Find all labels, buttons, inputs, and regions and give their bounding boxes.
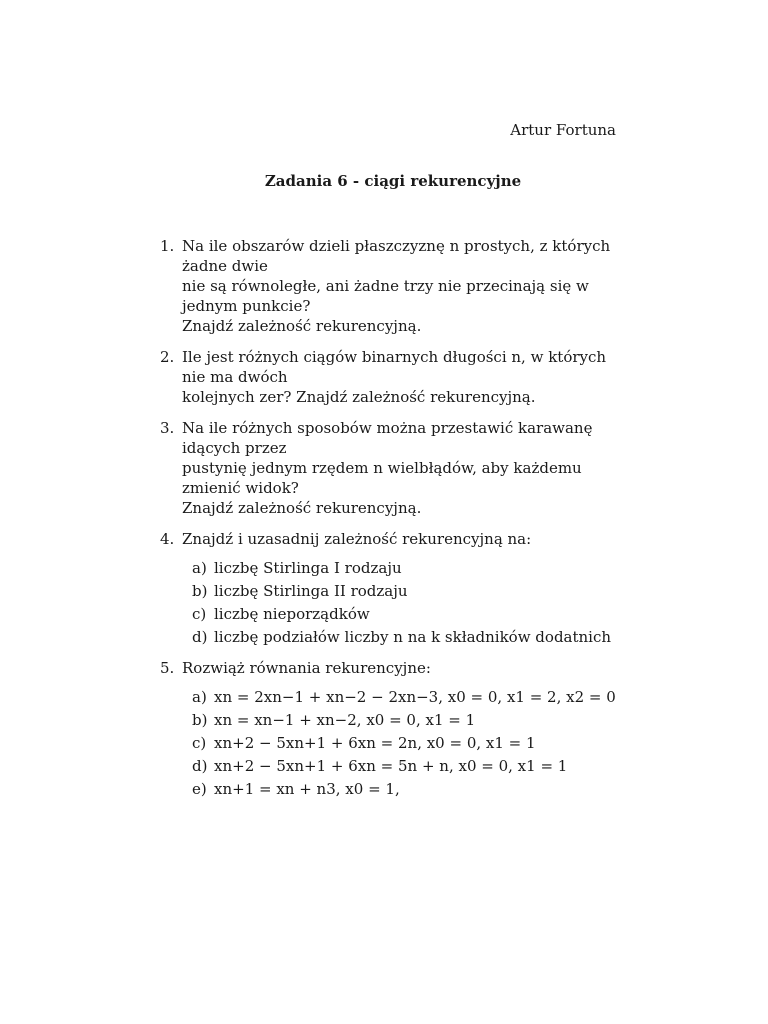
sub-item-label: d) <box>192 628 208 646</box>
problem-line: pustynię jednym rzędem n wielbłądów, aby każdemu zmienić widok? <box>182 459 582 497</box>
sub-item-text: liczbę Stirlinga II rodzaju <box>214 582 408 600</box>
problem-4 <box>160 529 620 647</box>
sub-item-text: liczbę podziałów liczby n na k składników dodatnich <box>214 628 612 646</box>
problem-line: Znajdź zależność rekurencyjną. <box>182 499 422 517</box>
equation-label: a) <box>192 688 207 706</box>
equation-label: d) <box>192 757 208 775</box>
equation-item <box>160 687 620 707</box>
problem-line: nie są równoległe, ani żadne trzy nie przecinają się w jednym punkcie? <box>182 277 589 315</box>
problem-line: Ile jest różnych ciągów binarnych długości n, w których nie ma dwóch <box>182 348 607 386</box>
sub-item <box>160 627 620 647</box>
problem-line: Rozwiąż równania rekurencyjne: <box>182 659 431 677</box>
problem-3 <box>160 418 620 518</box>
sub-item-label: b) <box>192 582 208 600</box>
problem-number: 2. <box>160 348 175 366</box>
sub-item <box>160 558 620 578</box>
problem-number: 3. <box>160 419 175 437</box>
problem-line: kolejnych zer? Znajdź zależność rekurencyjną. <box>182 388 536 406</box>
problem-2 <box>160 347 620 407</box>
sub-item-label: a) <box>192 559 207 577</box>
author-name: Artur Fortuna <box>510 121 616 139</box>
problem-line: Na ile różnych sposobów można przestawić karawanę idących przez <box>182 419 593 457</box>
equation-text: xn+2 − 5xn+1 + 6xn = 5n + n, x0 = 0, x1 = 1 <box>214 757 568 775</box>
document-title: Zadania 6 - ciągi rekurencyjne <box>264 172 522 190</box>
equation-text: xn = xn−1 + xn−2, x0 = 0, x1 = 1 <box>214 711 476 729</box>
sub-item-text: liczbę Stirlinga I rodzaju <box>214 559 402 577</box>
sub-item <box>160 604 620 624</box>
sub-item-label: c) <box>192 605 207 623</box>
equation-list <box>160 687 620 799</box>
problem-1 <box>160 236 620 336</box>
sub-item-list <box>160 558 620 647</box>
sub-item-text: liczbę nieporządków <box>214 605 370 623</box>
equation-text: xn+1 = xn + n3, x0 = 1, <box>214 780 400 798</box>
equation-item <box>160 733 620 753</box>
sub-item <box>160 581 620 601</box>
equation-label: b) <box>192 711 208 729</box>
problem-list <box>160 236 620 799</box>
problem-number: 5. <box>160 659 175 677</box>
equation-item <box>160 756 620 776</box>
equation-text: xn+2 − 5xn+1 + 6xn = 2n, x0 = 0, x1 = 1 <box>214 734 536 752</box>
problem-line: Znajdź zależność rekurencyjną. <box>182 317 422 335</box>
problem-line: Na ile obszarów dzieli płaszczyznę n prostych, z których żadne dwie <box>182 237 611 275</box>
problem-5 <box>160 658 620 799</box>
equation-item <box>160 710 620 730</box>
equation-label: c) <box>192 734 207 752</box>
problem-line: Znajdź i uzasadnij zależność rekurencyjną na: <box>182 530 532 548</box>
equation-text: xn = 2xn−1 + xn−2 − 2xn−3, x0 = 0, x1 = 2, x2 = 0 <box>214 688 616 706</box>
equation-item <box>160 779 620 799</box>
equation-label: e) <box>192 780 207 798</box>
problem-number: 1. <box>160 237 175 255</box>
problem-number: 4. <box>160 530 175 548</box>
